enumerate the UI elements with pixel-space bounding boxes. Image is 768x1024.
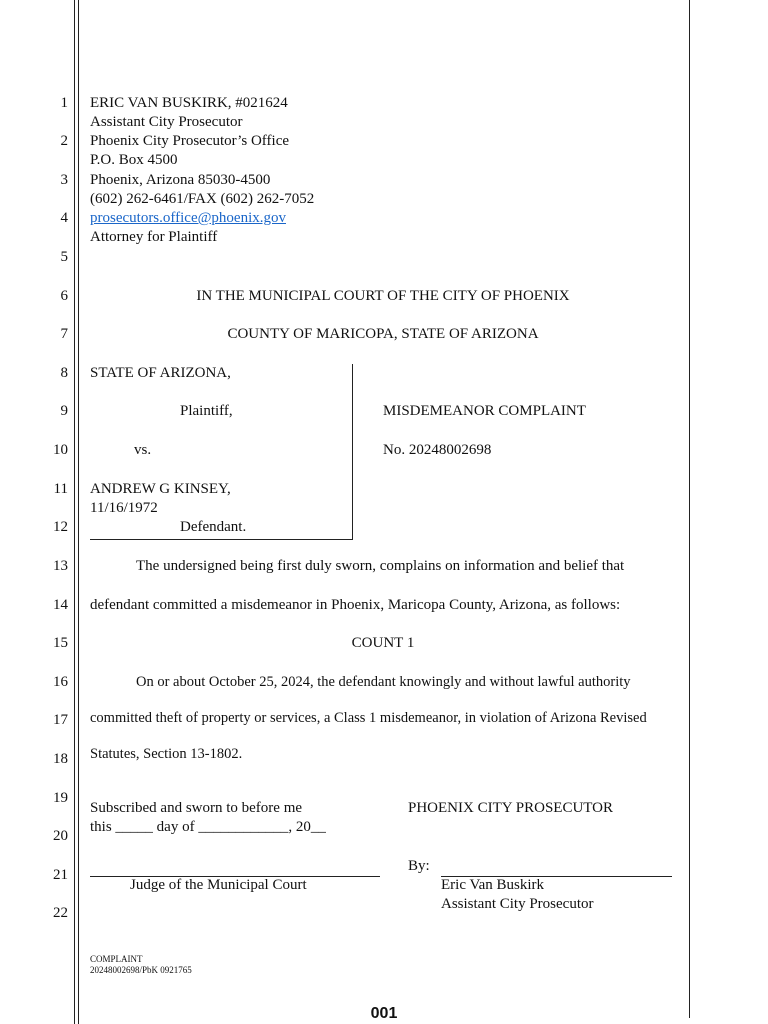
line-number: 20: [53, 828, 68, 844]
line-number: 5: [60, 249, 68, 265]
city-address: Phoenix, Arizona 85030-4500: [90, 172, 271, 188]
attorney-for: Attorney for Plaintiff: [90, 229, 218, 245]
footer-doc-type: COMPLAINT: [90, 954, 143, 964]
count-heading: COUNT 1: [351, 635, 415, 651]
left-margin-rule-outer: [74, 0, 75, 1024]
left-margin-rule-inner: [78, 0, 79, 1024]
line-number: 13: [53, 558, 68, 574]
office-name: Phoenix City Prosecutor’s Office: [90, 133, 290, 149]
prosecutor-heading: PHOENIX CITY PROSECUTOR: [408, 800, 614, 816]
caption-underline: [90, 539, 353, 540]
line-number: 1: [60, 95, 68, 111]
attorney-title: Assistant City Prosecutor: [90, 114, 243, 130]
right-margin-rule: [689, 0, 690, 1018]
email-link[interactable]: prosecutors.office@phoenix.gov: [90, 210, 286, 226]
sworn-statement-line-1: Subscribed and sworn to before me: [90, 800, 303, 816]
count-text-line-2: committed theft of property or services, a Class 1 misdemeanor, in violation of Arizona Revised: [90, 710, 647, 726]
signer-name: Eric Van Buskirk: [441, 877, 545, 893]
line-number: 6: [60, 288, 68, 304]
line-number: 9: [60, 403, 68, 419]
intro-text-line-1: The undersigned being first duly sworn, complains on information and belief that: [136, 558, 625, 574]
signer-title: Assistant City Prosecutor: [441, 896, 594, 912]
plaintiff-role: Plaintiff,: [180, 403, 233, 419]
case-number: No. 20248002698: [383, 442, 492, 458]
judge-label: Judge of the Municipal Court: [130, 877, 307, 893]
line-number: 22: [53, 905, 68, 921]
court-name-line: IN THE MUNICIPAL COURT OF THE CITY OF PHOENIX: [196, 288, 570, 304]
line-number: 19: [53, 790, 68, 806]
court-county-line: COUNTY OF MARICOPA, STATE OF ARIZONA: [227, 326, 539, 342]
line-number: 17: [53, 712, 68, 728]
sworn-statement-line-2: this _____ day of ____________, 20__: [90, 819, 326, 835]
po-box: P.O. Box 4500: [90, 152, 178, 168]
line-number: 7: [60, 326, 68, 342]
line-number: 11: [53, 481, 68, 497]
count-text-line-3: Statutes, Section 13-1802.: [90, 746, 243, 762]
line-number: 21: [53, 867, 68, 883]
attorney-name: ERIC VAN BUSKIRK, #021624: [90, 95, 288, 111]
defendant-name: ANDREW G KINSEY,: [90, 481, 231, 497]
line-number: 10: [53, 442, 68, 458]
line-number: 15: [53, 635, 68, 651]
defendant-dob: 11/16/1972: [90, 500, 158, 516]
line-number: 18: [53, 751, 68, 767]
by-label: By:: [408, 858, 430, 874]
email-line: [90, 209, 286, 228]
line-number: 4: [60, 210, 68, 226]
intro-text-line-2: defendant committed a misdemeanor in Phoenix, Maricopa County, Arizona, as follows:: [90, 597, 621, 613]
footer-doc-ref: 20248002698/PbK 0921765: [90, 965, 192, 975]
line-number: 2: [60, 133, 68, 149]
line-number: 14: [53, 597, 68, 613]
line-number: 8: [60, 365, 68, 381]
document-title: MISDEMEANOR COMPLAINT: [383, 403, 586, 419]
defendant-role: Defendant.: [180, 519, 247, 535]
line-number: 16: [53, 674, 68, 690]
phone-fax: (602) 262-6461/FAX (602) 262-7052: [90, 191, 315, 207]
count-text-line-1: On or about October 25, 2024, the defendant knowingly and without lawful authority: [136, 674, 631, 690]
versus-label: vs.: [134, 442, 152, 458]
page-number: 001: [370, 1005, 398, 1022]
plaintiff-name: STATE OF ARIZONA,: [90, 365, 231, 381]
line-number: 3: [60, 172, 68, 188]
caption-divider: [352, 364, 353, 539]
line-number: 12: [53, 519, 68, 535]
